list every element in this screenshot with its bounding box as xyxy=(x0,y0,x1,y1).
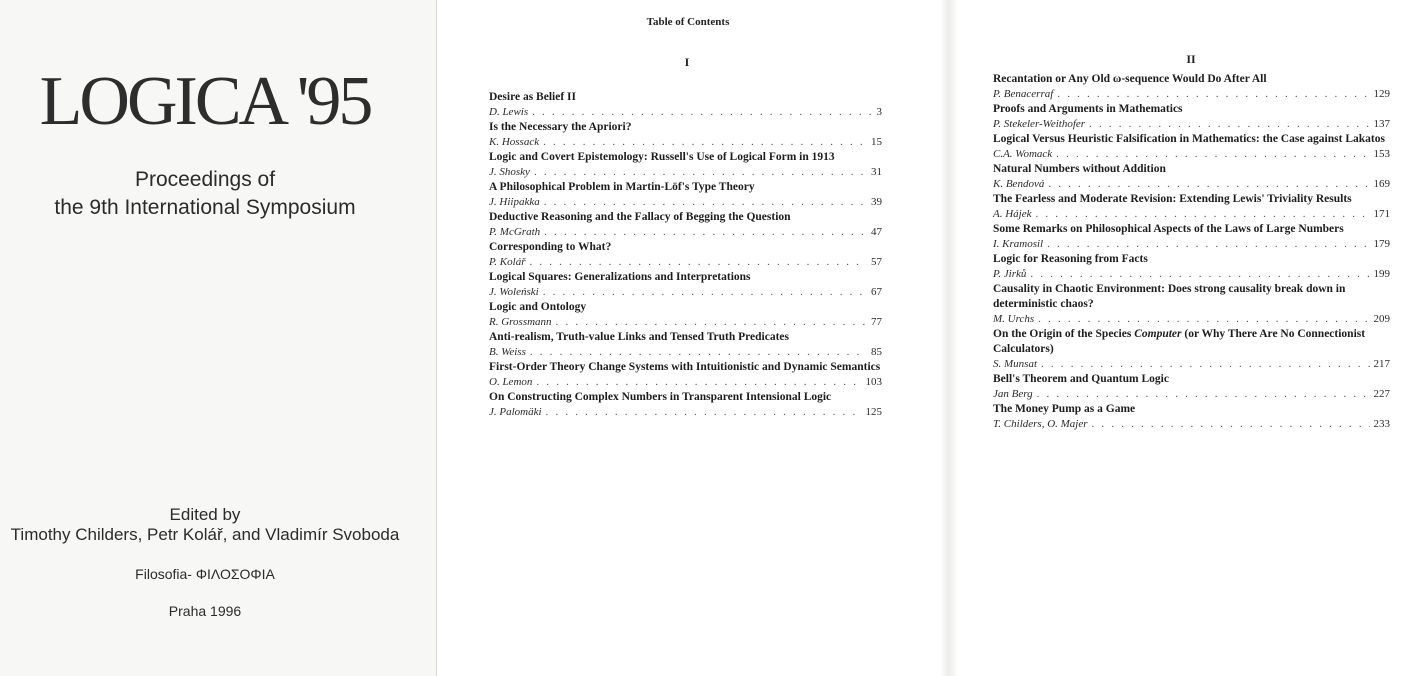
toc-entry-author: Jan Berg xyxy=(993,388,1033,400)
toc-leader-dots xyxy=(1056,147,1369,162)
toc-entry xyxy=(993,72,1390,102)
toc-entry-author: J. Shosky xyxy=(489,166,530,178)
toc-entry-row xyxy=(993,87,1390,102)
toc-entry-author: C.A. Womack xyxy=(993,148,1053,160)
toc-entry-title: Recantation or Any Old ω-sequence Would Do After All xyxy=(993,73,1267,85)
toc-entry xyxy=(489,330,882,360)
toc-entry-title: The Money Pump as a Game xyxy=(993,403,1136,415)
toc-leader-dots xyxy=(543,285,867,300)
toc-entry-row xyxy=(993,387,1390,402)
toc-entry xyxy=(993,192,1390,222)
toc-entry-author: S. Munsat xyxy=(993,358,1037,370)
toc-entry xyxy=(489,90,882,120)
toc-leader-dots xyxy=(546,405,862,420)
toc-entry-title: First-Order Theory Change Systems with Intuitionistic and Dynamic Semantics xyxy=(489,361,881,373)
toc-leader-dots xyxy=(1092,417,1370,432)
toc-entry-row xyxy=(489,375,882,390)
toc-heading: Table of Contents xyxy=(646,16,730,28)
cover-publisher: Filosofia- ΦΙΛΟΣΟΦΙΑ xyxy=(135,566,275,582)
toc-entry xyxy=(993,162,1390,192)
toc-entry-title-part: On the Origin of the Species xyxy=(993,328,1135,340)
toc-entry xyxy=(993,252,1390,282)
toc-entry-page: 125 xyxy=(865,406,882,418)
toc-entry-page: 31 xyxy=(871,166,882,178)
toc-leader-dots xyxy=(543,135,867,150)
toc-entry-author: T. Childers, O. Majer xyxy=(993,418,1088,430)
toc-entry-page: 57 xyxy=(871,256,882,268)
toc-entry xyxy=(489,150,882,180)
toc-entry-page: 179 xyxy=(1373,238,1390,250)
toc-leader-dots xyxy=(1037,387,1370,402)
toc-entry-author: J. Palomäki xyxy=(489,406,542,418)
toc-leader-dots xyxy=(1048,177,1369,192)
toc-entry xyxy=(489,120,882,150)
cover-title: LOGICA '95 xyxy=(39,63,371,140)
toc-leader-dots xyxy=(1038,312,1369,327)
toc-entry-row xyxy=(489,345,882,360)
toc-entry-page: 39 xyxy=(871,196,882,208)
toc-entry-page: 103 xyxy=(865,376,882,388)
toc-entry-author: J. Hiipakka xyxy=(489,196,540,208)
cover-editors: Timothy Childers, Petr Kolář, and Vladimír Svoboda xyxy=(10,525,400,544)
toc-leader-dots xyxy=(534,165,867,180)
toc-entry-page: 129 xyxy=(1373,88,1390,100)
toc-leader-dots xyxy=(1047,237,1369,252)
toc-entry-page: 47 xyxy=(871,226,882,238)
toc-entry-page: 67 xyxy=(871,286,882,298)
toc-entry-author: P. Kolář xyxy=(489,256,526,268)
toc-leader-dots xyxy=(1041,357,1370,372)
toc-entry-title: Logic for Reasoning from Facts xyxy=(993,253,1148,265)
toc-entry-title: Some Remarks on Philosophical Aspects of the Laws of Large Numbers xyxy=(993,223,1344,235)
toc-entry xyxy=(489,300,882,330)
toc-entry xyxy=(489,360,882,390)
toc-entry-row xyxy=(489,195,882,210)
toc-entry-title: Deductive Reasoning and the Fallacy of Begging the Question xyxy=(489,211,791,223)
toc-entry-title: Natural Numbers without Addition xyxy=(993,163,1166,175)
toc-entry xyxy=(993,402,1390,432)
toc-entry-row xyxy=(993,117,1390,132)
toc-entry-author: P. Benacerraf xyxy=(993,88,1054,100)
book-gutter xyxy=(940,0,958,676)
toc-entry-title: Logic and Covert Epistemology: Russell's Use of Logical Form in 1913 xyxy=(489,151,835,163)
toc-entry-page: 3 xyxy=(876,106,882,118)
toc-entry-row xyxy=(993,177,1390,192)
toc-entry-title: Causality in Chaotic Environment: Does strong causality break down in deterministic chaos? xyxy=(993,283,1346,310)
toc-entry xyxy=(489,240,882,270)
toc-entry-author: K. Bendová xyxy=(993,178,1045,190)
toc-entry-title-part: (or Why There Are No Connectionist Calculators) xyxy=(993,328,1366,355)
toc-entry-title xyxy=(993,327,1390,357)
cover-subtitle-line1: Proceedings of xyxy=(134,168,276,191)
toc-entry-row xyxy=(489,135,882,150)
toc-entry-page: 77 xyxy=(871,316,882,328)
toc-entry-author: B. Weiss xyxy=(489,346,526,358)
toc-leader-dots xyxy=(529,255,867,270)
toc-entry-row xyxy=(993,147,1390,162)
toc-leader-dots xyxy=(532,105,872,120)
toc-entry-row xyxy=(489,285,882,300)
toc-entry xyxy=(993,132,1390,162)
toc-entry xyxy=(993,102,1390,132)
toc-entry-row xyxy=(489,225,882,240)
toc-entry-title: Logical Versus Heuristic Falsification in Mathematics: the Case against Lakatos xyxy=(993,133,1385,145)
toc-column-part2 xyxy=(993,72,1390,432)
toc-entry-page: 153 xyxy=(1373,148,1390,160)
toc-entry-title: Logic and Ontology xyxy=(489,301,587,313)
toc-entry-row xyxy=(993,312,1390,327)
toc-leader-dots xyxy=(1035,207,1369,222)
toc-entry xyxy=(489,270,882,300)
toc-entry-page: 217 xyxy=(1373,358,1390,370)
toc-entry xyxy=(993,282,1390,327)
toc-leader-dots xyxy=(1057,87,1369,102)
toc-entry xyxy=(489,210,882,240)
cover-subtitle-line2: the 9th International Symposium xyxy=(54,196,356,219)
toc-entry-row xyxy=(993,267,1390,282)
toc-entry-author: I. Kramosil xyxy=(993,238,1044,250)
toc-entry-title: Anti-realism, Truth-value Links and Tensed Truth Predicates xyxy=(489,331,790,343)
toc-entry xyxy=(993,372,1390,402)
toc-entry-author: D. Lewis xyxy=(489,106,529,118)
toc-entry-author: R. Grossmann xyxy=(489,316,552,328)
toc-entry-row xyxy=(993,417,1390,432)
toc-leader-dots xyxy=(556,315,867,330)
toc-entry xyxy=(993,327,1390,372)
toc-entry xyxy=(993,222,1390,252)
toc-entry-row xyxy=(489,315,882,330)
toc-entry-title: Logical Squares: Generalizations and Interpretations xyxy=(489,271,751,283)
cover-edited-by: Edited by xyxy=(169,505,241,524)
toc-entry-row xyxy=(993,237,1390,252)
toc-entry-row xyxy=(993,357,1390,372)
toc-entry-author: J. Woleński xyxy=(489,286,539,298)
toc-entry-title: Corresponding to What? xyxy=(489,241,612,253)
toc-entry xyxy=(489,180,882,210)
toc-entry-title-italic: Computer xyxy=(1134,328,1182,340)
toc-entry-title: On Constructing Complex Numbers in Transparent Intensional Logic xyxy=(489,391,832,403)
toc-entry-row xyxy=(489,255,882,270)
toc-entry-author: P. Stekeler-Weithofer xyxy=(993,118,1086,130)
toc-entry-title: A Philosophical Problem in Martin-Löf's Type Theory xyxy=(489,181,755,193)
part-label-1: I xyxy=(684,55,690,69)
cover-city-year: Praha 1996 xyxy=(168,603,242,619)
toc-entry-row xyxy=(489,165,882,180)
toc-entry xyxy=(489,390,882,420)
toc-entry-page: 227 xyxy=(1373,388,1390,400)
toc-entry-title: Proofs and Arguments in Mathematics xyxy=(993,103,1183,115)
toc-entry-page: 171 xyxy=(1373,208,1390,220)
toc-entry-page: 15 xyxy=(871,136,882,148)
part-label-2: II xyxy=(1186,52,1196,66)
toc-leader-dots xyxy=(530,345,867,360)
toc-entry-author: K. Hossack xyxy=(489,136,540,148)
toc-entry-title: Bell's Theorem and Quantum Logic xyxy=(993,373,1169,385)
toc-entry-author: P. Jirků xyxy=(993,268,1027,280)
toc-entry-author: A. Hájek xyxy=(993,208,1032,220)
toc-entry-author: O. Lemon xyxy=(489,376,533,388)
toc-entry-row xyxy=(993,207,1390,222)
toc-entry-page: 85 xyxy=(871,346,882,358)
toc-entry-page: 169 xyxy=(1373,178,1390,190)
toc-entry-author: M. Urchs xyxy=(993,313,1035,325)
toc-entry-title: Desire as Belief II xyxy=(489,91,576,103)
cover-page xyxy=(0,0,437,676)
toc-column-part1 xyxy=(489,90,882,420)
toc-entry-author: P. McGrath xyxy=(489,226,541,238)
toc-entry-page: 233 xyxy=(1373,418,1390,430)
toc-leader-dots xyxy=(544,225,867,240)
toc-entry-page: 199 xyxy=(1373,268,1390,280)
toc-leader-dots xyxy=(1089,117,1369,132)
toc-entry-page: 209 xyxy=(1373,313,1390,325)
toc-leader-dots xyxy=(1030,267,1369,282)
toc-entry-title: The Fearless and Moderate Revision: Extending Lewis' Triviality Results xyxy=(993,193,1352,205)
toc-entry-row xyxy=(489,405,882,420)
toc-entry-row xyxy=(489,105,882,120)
toc-leader-dots xyxy=(544,195,867,210)
toc-entry-page: 137 xyxy=(1373,118,1390,130)
toc-leader-dots xyxy=(536,375,861,390)
toc-entry-title: Is the Necessary the Apriori? xyxy=(489,121,632,133)
